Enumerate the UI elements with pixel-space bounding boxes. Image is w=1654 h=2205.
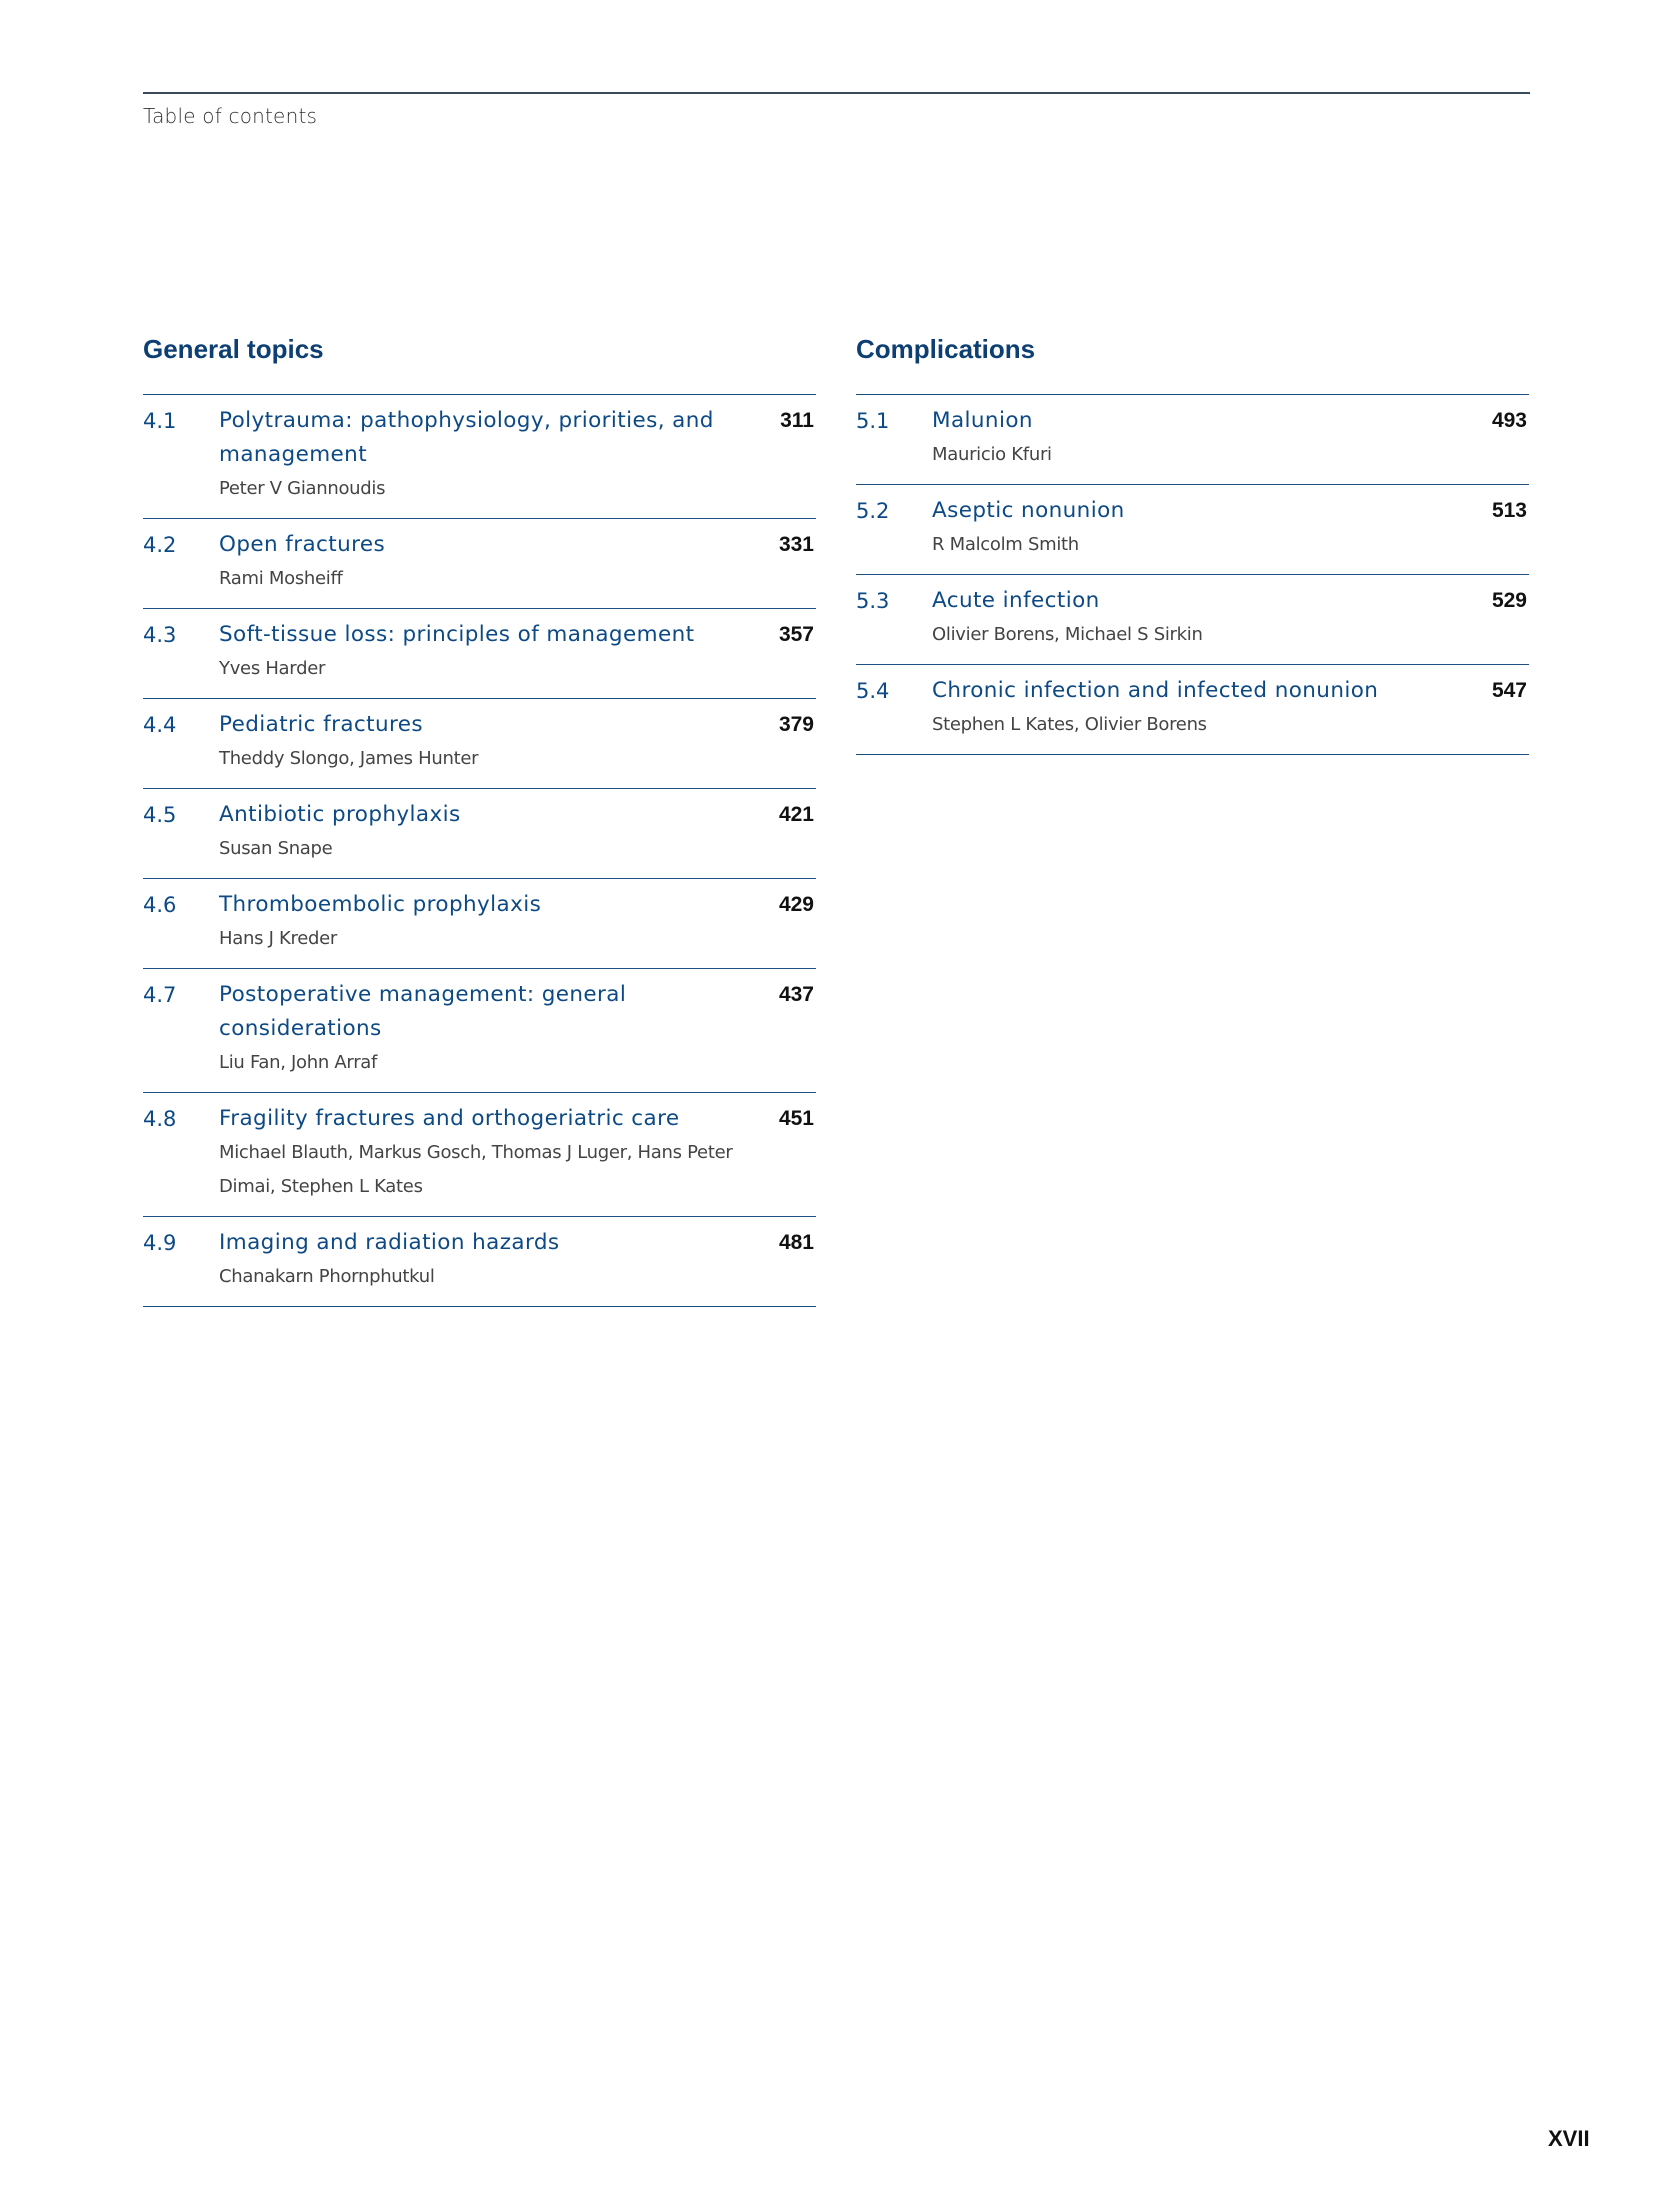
- chapter-number: 4.3: [143, 623, 177, 647]
- toc-entry[interactable]: [143, 699, 816, 789]
- entry-body: [219, 1102, 754, 1204]
- toc-entry[interactable]: [143, 609, 816, 699]
- section-title: Complications: [856, 334, 1036, 364]
- chapter-title[interactable]: Aseptic nonunion: [932, 498, 1125, 523]
- page-ref[interactable]: 513: [1491, 499, 1527, 522]
- chapter-authors: Susan Snape: [219, 838, 333, 859]
- chapter-title[interactable]: Acute infection: [932, 588, 1100, 613]
- entry-body: [219, 888, 754, 956]
- section-complications: [856, 334, 1529, 755]
- page-ref[interactable]: 357: [778, 623, 814, 646]
- chapter-number: 5.2: [856, 499, 890, 523]
- chapter-number: 4.5: [143, 803, 177, 827]
- page-ref[interactable]: 437: [778, 983, 814, 1006]
- toc-entry[interactable]: [856, 665, 1529, 755]
- running-header: Table of contents: [143, 104, 318, 128]
- section-title: General topics: [143, 334, 324, 364]
- entry-body: [932, 404, 1467, 472]
- chapter-authors: Mauricio Kfuri: [932, 444, 1052, 465]
- page-ref[interactable]: 547: [1491, 679, 1527, 702]
- chapter-title[interactable]: Postoperative management: general considerations: [219, 982, 627, 1041]
- chapter-authors: Peter V Giannoudis: [219, 478, 386, 499]
- chapter-authors: Michael Blauth, Markus Gosch, Thomas J Luger, Hans Peter Dimai, Stephen L Kates: [219, 1142, 733, 1197]
- chapter-title[interactable]: Fragility fractures and orthogeriatric care: [219, 1106, 680, 1131]
- chapter-number: 4.1: [143, 409, 177, 433]
- entry-body: [219, 528, 754, 596]
- entry-body: [219, 708, 754, 776]
- toc-entries: [143, 394, 816, 1307]
- chapter-title[interactable]: Antibiotic prophylaxis: [219, 802, 461, 827]
- page-ref[interactable]: 481: [778, 1231, 814, 1254]
- page-ref[interactable]: 421: [778, 803, 814, 826]
- chapter-number: 5.3: [856, 589, 890, 613]
- section-general-topics: [143, 334, 816, 1307]
- page-number: XVII: [1548, 2126, 1590, 2151]
- entry-body: [932, 494, 1467, 562]
- entry-body: [932, 584, 1467, 652]
- header-rule: [143, 92, 1530, 94]
- chapter-title[interactable]: Pediatric fractures: [219, 712, 423, 737]
- chapter-number: 4.2: [143, 533, 177, 557]
- chapter-number: 5.4: [856, 679, 890, 703]
- chapter-number: 5.1: [856, 409, 890, 433]
- toc-entry[interactable]: [856, 485, 1529, 575]
- page-ref[interactable]: 331: [778, 533, 814, 556]
- chapter-authors: Chanakarn Phornphutkul: [219, 1266, 435, 1287]
- chapter-number: 4.8: [143, 1107, 177, 1131]
- page-ref[interactable]: 451: [778, 1107, 814, 1130]
- chapter-authors: Rami Mosheiff: [219, 568, 343, 589]
- chapter-authors: Olivier Borens, Michael S Sirkin: [932, 624, 1203, 645]
- toc-entry[interactable]: [143, 395, 816, 519]
- toc-entries: [856, 394, 1529, 755]
- entry-body: [219, 404, 754, 506]
- chapter-title[interactable]: Soft-tissue loss: principles of management: [219, 622, 695, 647]
- chapter-number: 4.9: [143, 1231, 177, 1255]
- entry-body: [219, 1226, 754, 1294]
- entry-body: [219, 798, 754, 866]
- entry-body: [219, 978, 754, 1080]
- chapter-authors: Liu Fan, John Arraf: [219, 1052, 378, 1073]
- page-ref[interactable]: 493: [1491, 409, 1527, 432]
- chapter-number: 4.6: [143, 893, 177, 917]
- chapter-authors: Yves Harder: [219, 658, 326, 679]
- toc-entry[interactable]: [143, 969, 816, 1093]
- entry-body: [932, 674, 1467, 742]
- chapter-title[interactable]: Open fractures: [219, 532, 386, 557]
- chapter-number: 4.7: [143, 983, 177, 1007]
- toc-entry[interactable]: [143, 789, 816, 879]
- chapter-number: 4.4: [143, 713, 177, 737]
- toc-entry[interactable]: [143, 1217, 816, 1307]
- page-ref[interactable]: 429: [778, 893, 814, 916]
- toc-entry[interactable]: [143, 519, 816, 609]
- toc-entry[interactable]: [143, 1093, 816, 1217]
- page-ref[interactable]: 379: [778, 713, 814, 736]
- toc-entry[interactable]: [143, 879, 816, 969]
- toc-entry[interactable]: [856, 575, 1529, 665]
- page-ref[interactable]: 529: [1491, 589, 1527, 612]
- chapter-authors: R Malcolm Smith: [932, 534, 1079, 555]
- chapter-title[interactable]: Malunion: [932, 408, 1033, 433]
- chapter-authors: Hans J Kreder: [219, 928, 337, 949]
- chapter-title[interactable]: Polytrauma: pathophysiology, priorities, and management: [219, 408, 714, 467]
- entry-body: [219, 618, 754, 686]
- page-ref[interactable]: 311: [780, 409, 814, 432]
- chapter-authors: Stephen L Kates, Olivier Borens: [932, 714, 1207, 735]
- chapter-title[interactable]: Chronic infection and infected nonunion: [932, 678, 1379, 703]
- chapter-title[interactable]: Imaging and radiation hazards: [219, 1230, 560, 1255]
- chapter-title[interactable]: Thromboembolic prophylaxis: [219, 892, 542, 917]
- toc-entry[interactable]: [856, 395, 1529, 485]
- chapter-authors: Theddy Slongo, James Hunter: [219, 748, 479, 769]
